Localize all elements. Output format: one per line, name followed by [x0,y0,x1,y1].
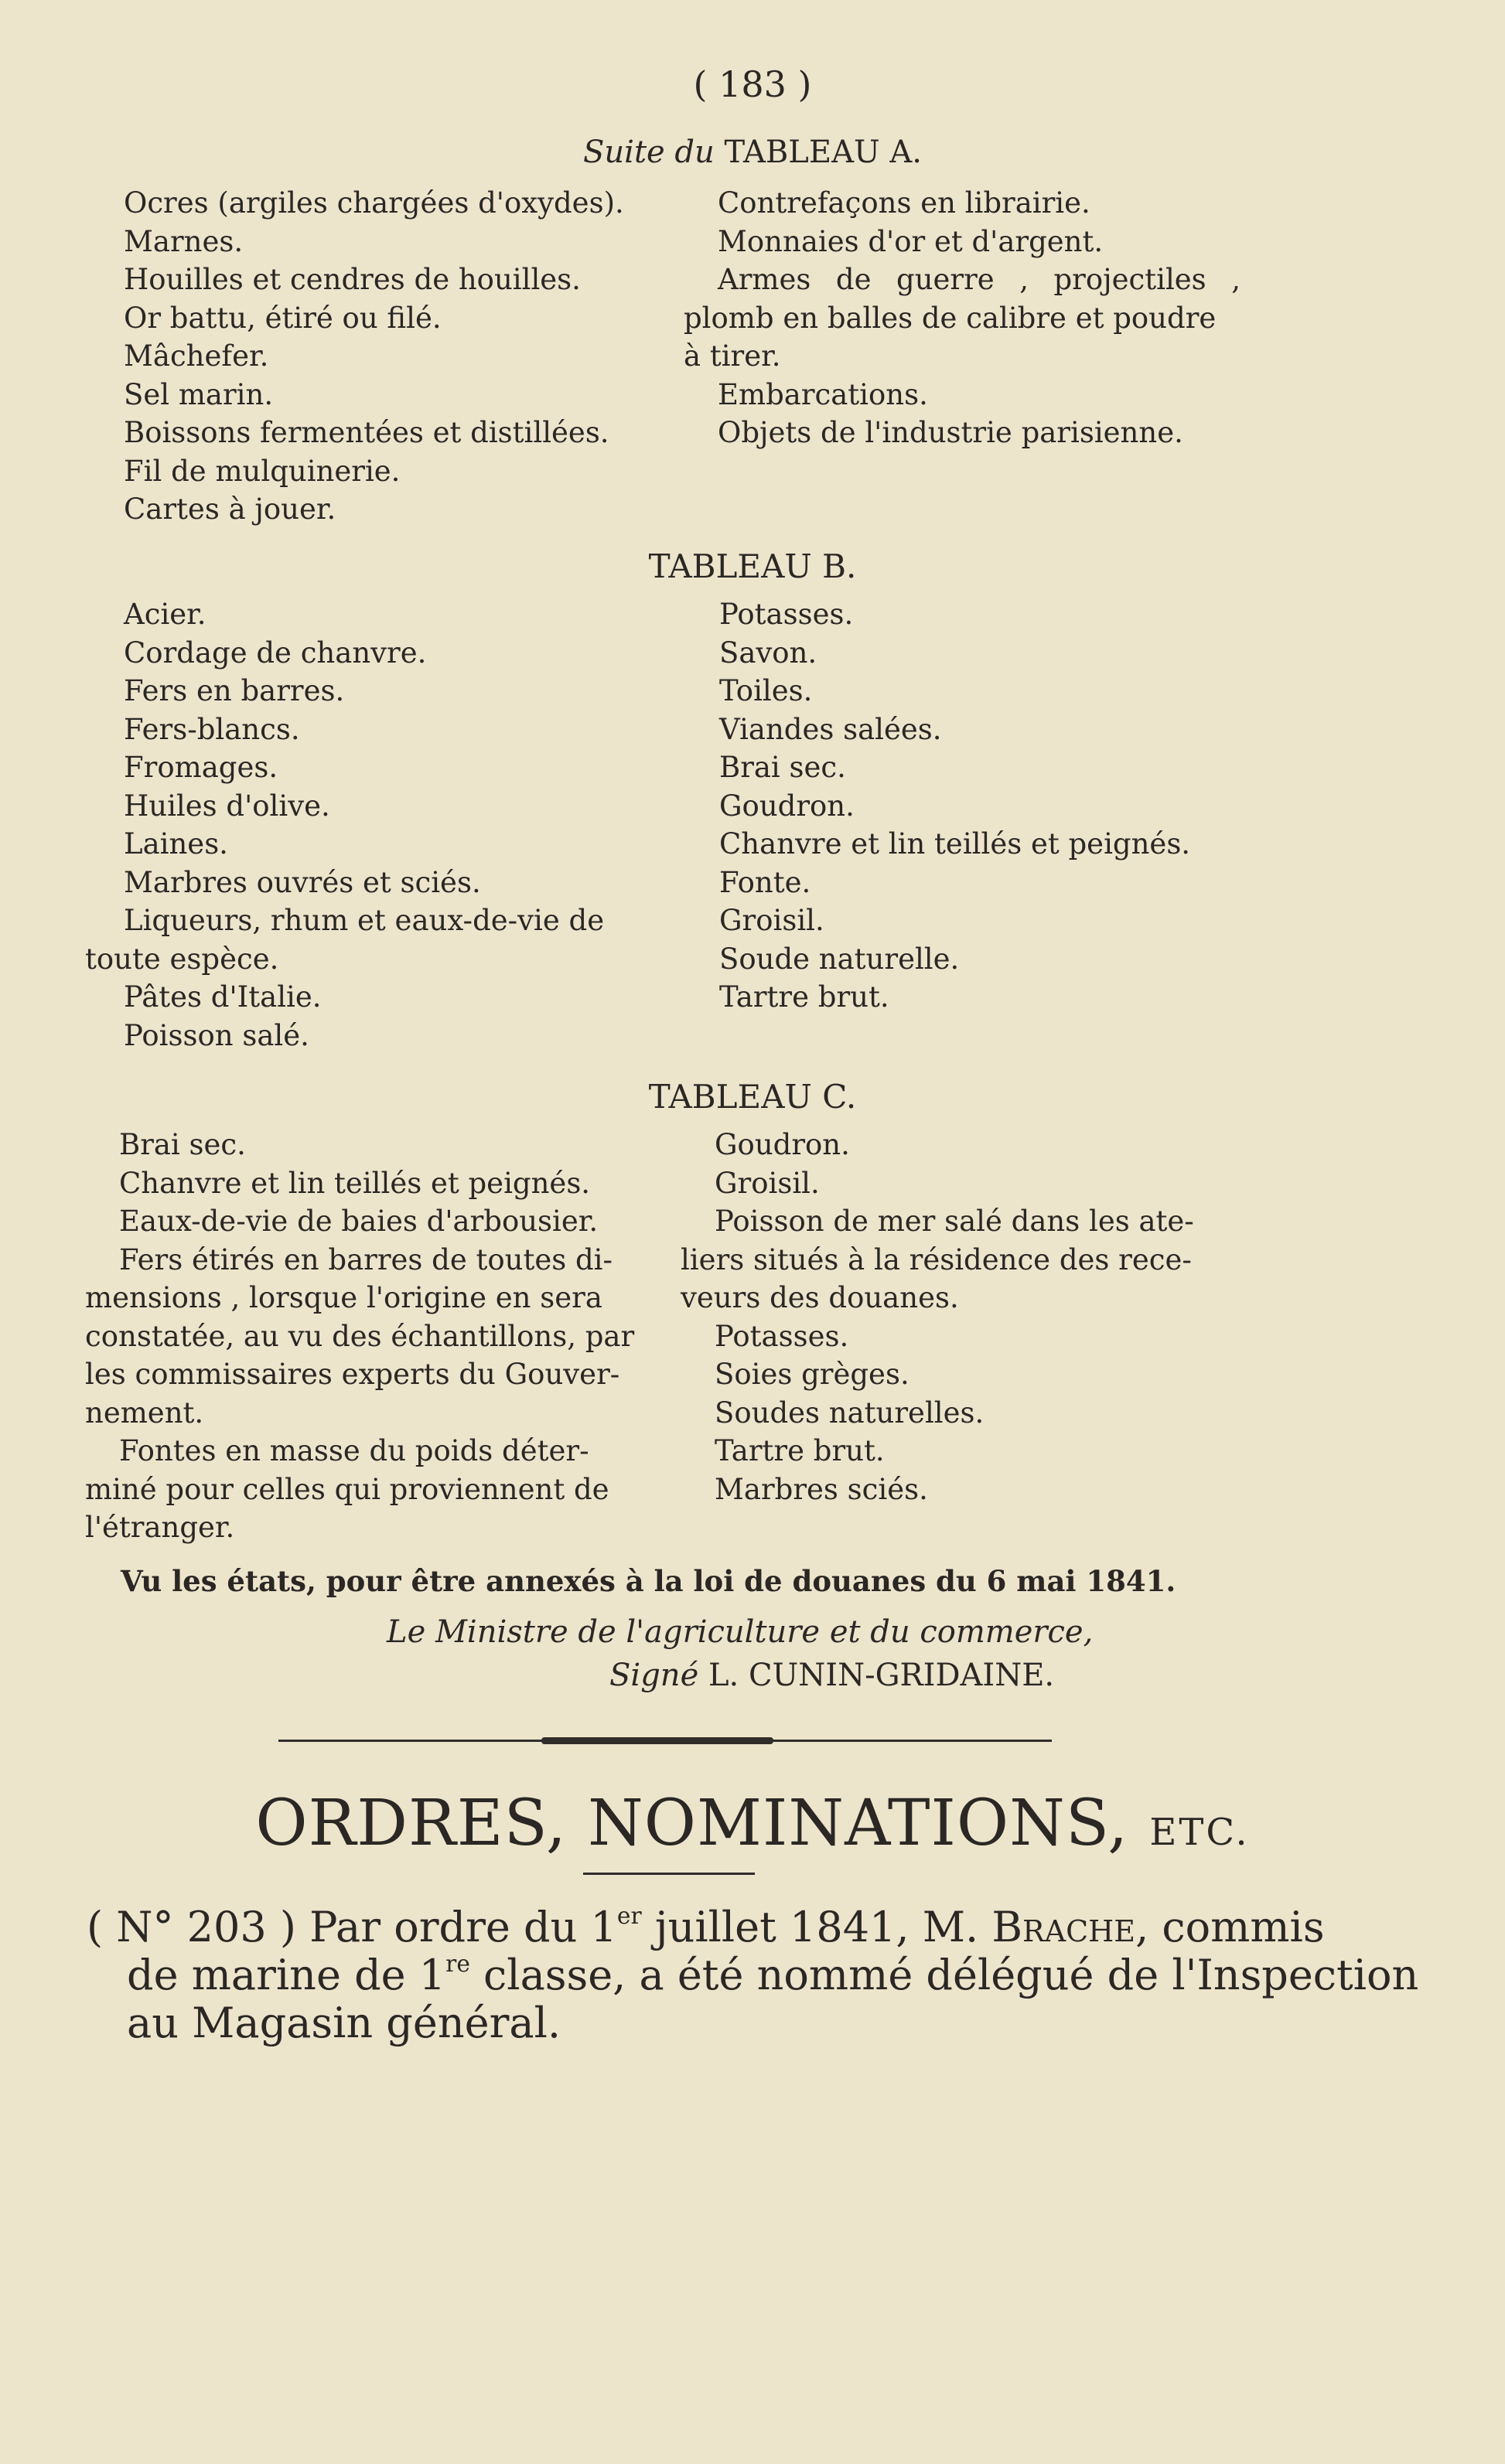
list-item: Soude naturelle. [719,942,960,976]
list-item: liers situés à la résidence des rece- [681,1242,1192,1276]
list-item: Liqueurs, rhum et eaux-de-vie de [124,904,605,937]
tableau-c-title: TABLEAU C. [648,1078,857,1116]
list-item: Soies grèges. [715,1358,909,1391]
section-underline [583,1873,755,1875]
tableau-c-left [85,1126,634,1547]
list-item: Chanvre et lin teillés et peignés. [119,1166,591,1200]
list-item: constatée, au vu des échantillons, par [85,1319,635,1353]
list-item: Marbres sciés. [715,1472,928,1506]
list-item: Goudron. [715,1128,850,1161]
list-item: Potasses. [715,1319,849,1353]
list-item: Fers-blancs. [124,712,300,746]
tableau-c-right [681,1126,1194,1508]
signature-title: Le Ministre de l'agriculture et du commerce, [387,1614,1094,1650]
list-item: veurs des douanes. [681,1281,959,1314]
list-item: Armes de guerre , projectiles , [718,263,1241,296]
list-item: Huiles d'olive. [124,789,330,823]
list-item: Houilles et cendres de houilles. [124,263,581,296]
order-line-3: au Magasin général. [127,1999,561,2047]
list-item: Soudes naturelles. [715,1396,985,1430]
signature-block [609,1660,1054,1691]
list-item: Viandes salées. [719,712,942,746]
list-item: Acier. [124,598,206,631]
list-item: Fers étirés en barres de toutes di- [119,1242,613,1276]
list-item: Ocres (argiles chargées d'oxydes). [124,186,624,220]
list-item: Fromages. [124,751,278,784]
list-item: l'étranger. [85,1511,235,1544]
list-item: nement. [85,1396,204,1430]
tableau-a-heading [0,137,1505,168]
list-item: miné pour celles qui proviennent de [85,1472,609,1506]
signature-name: L. CUNIN-GRIDAINE. [708,1658,1055,1693]
list-item: Fers en barres. [124,674,345,707]
list-item: Groisil. [719,904,824,937]
list-item: Boissons fermentées et distillées. [124,416,609,449]
list-item: Goudron. [719,789,855,823]
section-title-etc: ETC. [1149,1811,1250,1854]
list-item: mensions , lorsque l'origine en sera [85,1281,602,1314]
list-item: Cordage de chanvre. [124,636,427,670]
tableau-b-title: TABLEAU B. [648,547,857,585]
list-item: Fontes en masse du poids déter- [119,1434,589,1467]
list-item: Laines. [124,827,228,861]
tableau-a-left [124,184,624,529]
list-item: Groisil. [715,1166,820,1200]
list-item: Fonte. [719,865,811,899]
page-number: ( 183 ) [693,63,812,105]
list-item: Poisson salé. [124,1018,309,1052]
list-item: Objets de l'industrie parisienne. [718,416,1183,449]
list-item: Mâchefer. [124,339,269,373]
list-item: Tartre brut. [715,1434,885,1467]
list-item: Eaux-de-vie de baies d'arbousier. [119,1205,599,1238]
list-item: Sel marin. [124,377,274,411]
list-item: Contrefaçons en librairie. [718,186,1090,220]
list-item: Tartre brut. [719,980,889,1014]
list-item: toute espèce. [85,942,279,976]
order-line-1: ( N° 203 ) Par ordre du 1er juillet 1841, M. Brache, commis [87,1903,1325,1951]
list-item: Potasses. [719,598,854,631]
list-item: Fil de mulquinerie. [124,454,401,488]
section-title [0,1787,1505,1860]
list-item: Poisson de mer salé dans les ate- [715,1205,1194,1238]
list-item: Monnaies d'or et d'argent. [718,224,1104,258]
tableau-a-right [684,184,1241,452]
list-item: Marbres ouvrés et sciés. [124,865,481,899]
closing-statement: Vu les états, pour être annexés à la loi de douanes du 6 mai 1841. [121,1564,1176,1598]
list-item: plomb en balles de calibre et poudre [684,301,1217,335]
list-item: les commissaires experts du Gouver- [85,1358,620,1391]
tableau-b-left [85,595,605,1055]
divider-rule-thick [541,1737,773,1744]
list-item: Or battu, étiré ou filé. [124,301,442,335]
list-item: à tirer. [684,339,781,373]
list-item: Chanvre et lin teillés et peignés. [719,827,1191,861]
list-item: Cartes à jouer. [124,492,336,526]
list-item: Embarcations. [718,377,928,411]
section-title-main: ORDRES, NOMINATIONS, [255,1787,1129,1860]
list-item: Pâtes d'Italie. [124,980,322,1014]
list-item: Toiles. [719,674,813,707]
order-line-2: de marine de 1re classe, a été nommé délégué de l'Inspection [127,1951,1419,1999]
list-item: Savon. [719,636,817,670]
list-item: Marnes. [124,224,244,258]
signature-signe: Signé [609,1658,699,1693]
tableau-b-right [719,595,1190,1017]
list-item: Brai sec. [119,1128,246,1161]
list-item: Brai sec. [719,751,846,784]
suite-prefix: Suite du [583,135,715,170]
tableau-a-title: TABLEAU A. [724,135,922,170]
